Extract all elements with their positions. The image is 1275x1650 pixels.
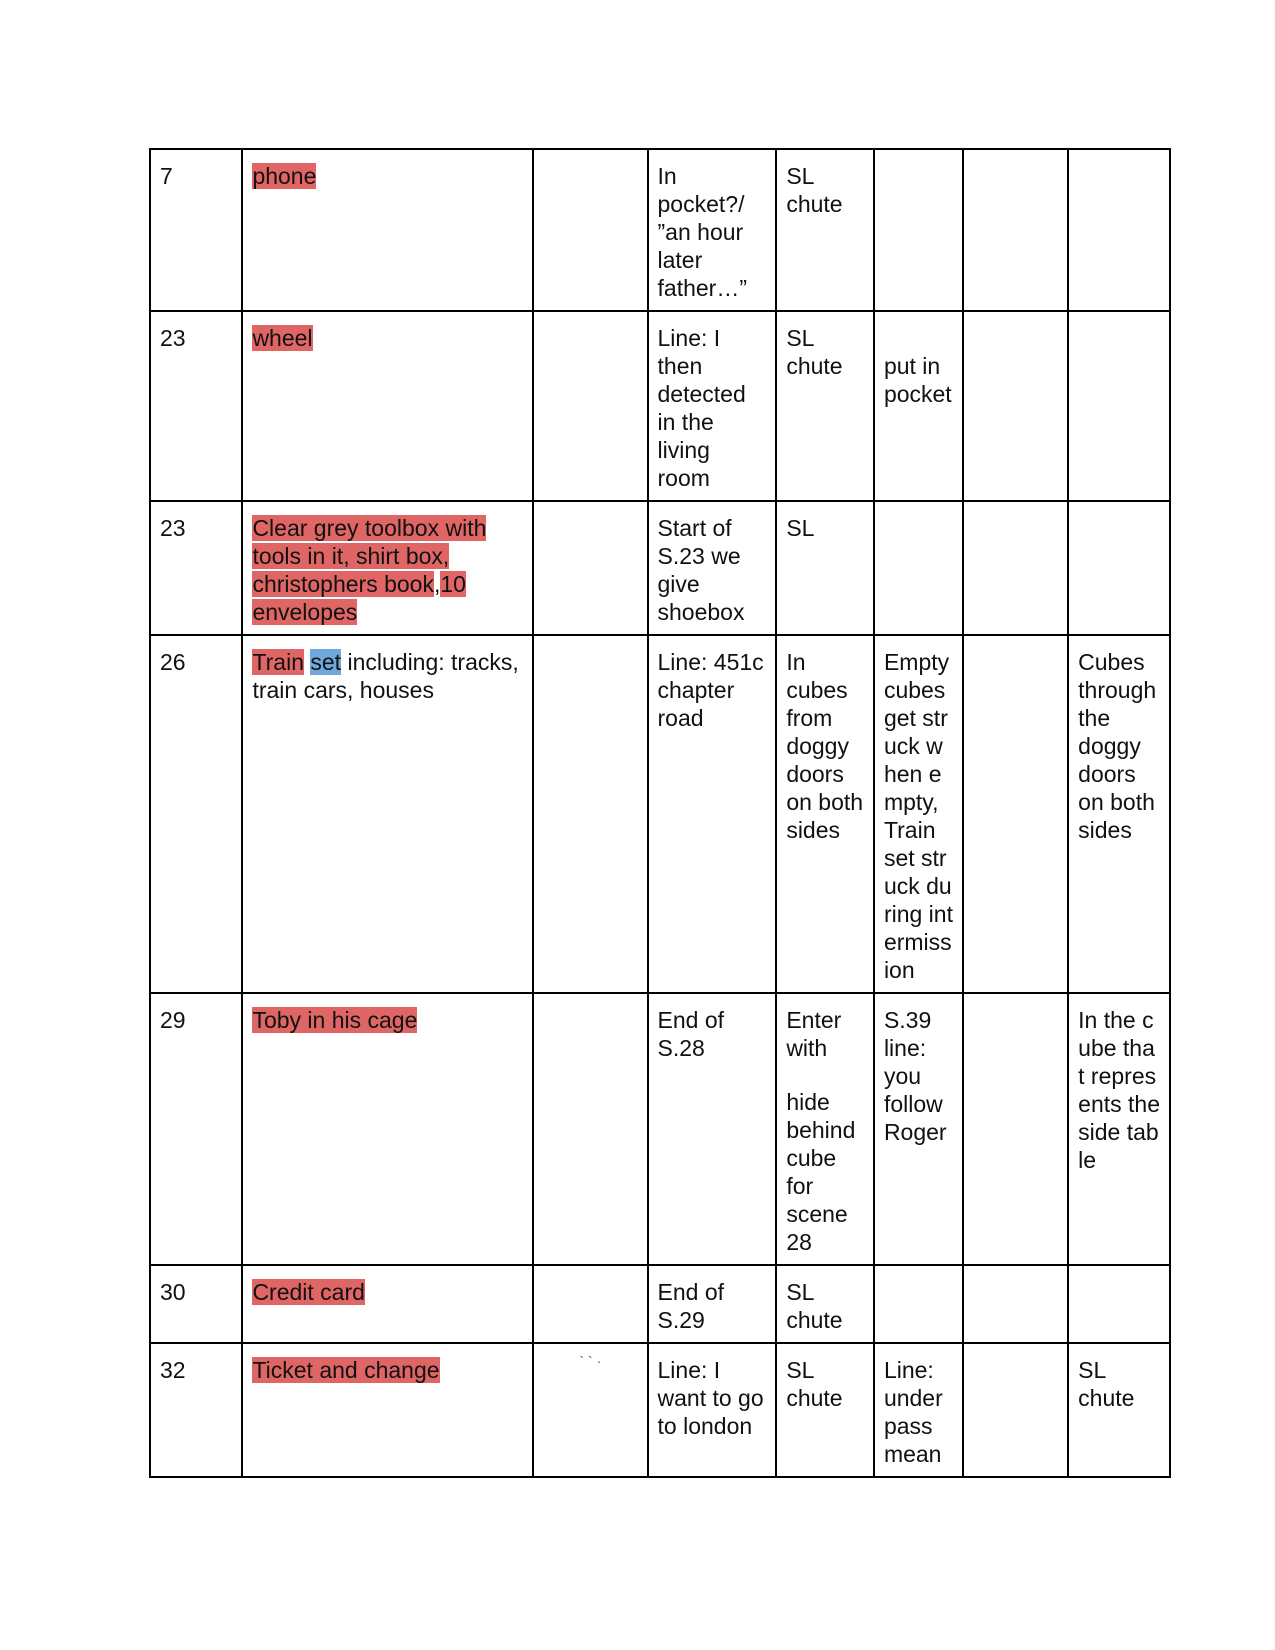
stray-mark: ` ` · bbox=[579, 1353, 602, 1369]
item-cell bbox=[242, 1265, 533, 1343]
notes-cell bbox=[963, 149, 1068, 311]
item-highlight: wheel bbox=[252, 325, 313, 351]
strike-cell bbox=[1068, 501, 1170, 635]
scene-cell: 7 bbox=[150, 149, 242, 311]
notes-cell bbox=[963, 1265, 1068, 1343]
exit-text: put in pocket bbox=[883, 353, 952, 407]
item-cell bbox=[242, 635, 533, 993]
cue-cell: In pocket?/ ”an hour later father…” bbox=[648, 149, 777, 311]
strike-cell: Cubes through the doggy doors on both sides bbox=[1068, 635, 1170, 993]
cue-cell: End of S.29 bbox=[648, 1265, 777, 1343]
strike-cell: SL chute bbox=[1068, 1343, 1170, 1477]
enter-line: Enter with bbox=[786, 1007, 842, 1061]
empty-cell bbox=[533, 311, 647, 501]
item-highlight: phone bbox=[252, 163, 317, 189]
item-highlight-blue: set bbox=[310, 649, 342, 675]
item-separator: , bbox=[433, 571, 441, 597]
enter-cell: SL bbox=[776, 501, 874, 635]
exit-cell bbox=[874, 635, 963, 993]
scene-cell: 23 bbox=[150, 311, 242, 501]
table-row bbox=[150, 635, 1170, 993]
item-highlight: Train bbox=[252, 649, 304, 675]
strike-cell bbox=[1068, 149, 1170, 311]
exit-cell bbox=[874, 501, 963, 635]
exit-cell bbox=[874, 311, 963, 501]
exit-cell: S.39 line: you follow Roger bbox=[874, 993, 963, 1265]
cue-cell: Start of S.23 we give shoebox bbox=[648, 501, 777, 635]
cue-cell: Line: I then detected in the living room bbox=[648, 311, 777, 501]
item-text: including: tracks, train cars, houses bbox=[252, 649, 519, 703]
enter-cell: SL chute bbox=[776, 149, 874, 311]
table-row bbox=[150, 149, 1170, 311]
enter-cell bbox=[776, 993, 874, 1265]
cue-cell: Line: I want to go to london bbox=[648, 1343, 777, 1477]
enter-cell: SL chute bbox=[776, 1265, 874, 1343]
item-highlight: Clear grey toolbox with tools in it, shirt box, christophers book bbox=[252, 515, 487, 597]
table-row bbox=[150, 993, 1170, 1265]
item-cell bbox=[242, 1343, 533, 1477]
empty-cell bbox=[533, 501, 647, 635]
item-cell bbox=[242, 149, 533, 311]
scene-cell: 29 bbox=[150, 993, 242, 1265]
empty-cell bbox=[533, 635, 647, 993]
table-row bbox=[150, 1265, 1170, 1343]
exit-cell bbox=[874, 1265, 963, 1343]
enter-cell: SL chute bbox=[776, 1343, 874, 1477]
notes-cell bbox=[963, 311, 1068, 501]
scene-cell: 23 bbox=[150, 501, 242, 635]
scene-cell: 26 bbox=[150, 635, 242, 993]
item-cell bbox=[242, 501, 533, 635]
strike-text: In the cube that represents the side table bbox=[1078, 1007, 1160, 1173]
props-table bbox=[149, 148, 1171, 1478]
empty-cell bbox=[533, 149, 647, 311]
item-highlight: Credit card bbox=[252, 1279, 365, 1305]
strike-cell bbox=[1068, 993, 1170, 1265]
notes-cell bbox=[963, 501, 1068, 635]
item-cell bbox=[242, 311, 533, 501]
table-row bbox=[150, 311, 1170, 501]
exit-cell: Line: under pass mean bbox=[874, 1343, 963, 1477]
table-row bbox=[150, 1343, 1170, 1477]
strike-cell bbox=[1068, 311, 1170, 501]
item-highlight: 10 envelopes bbox=[252, 571, 466, 625]
item-highlight: Ticket and change bbox=[252, 1357, 440, 1383]
mark-cell bbox=[533, 1343, 647, 1477]
empty-cell bbox=[533, 1265, 647, 1343]
strike-cell bbox=[1068, 1265, 1170, 1343]
exit-text: Empty cubes get struck when empty, Train set struck during intermission bbox=[883, 649, 953, 983]
notes-cell bbox=[963, 993, 1068, 1265]
enter-line: hide behind cube for scene 28 bbox=[786, 1089, 856, 1255]
notes-cell bbox=[963, 1343, 1068, 1477]
item-highlight: Toby in his cage bbox=[252, 1007, 418, 1033]
scene-cell: 32 bbox=[150, 1343, 242, 1477]
cue-cell: Line: 451c chapter road bbox=[648, 635, 777, 993]
cue-cell: End of S.28 bbox=[648, 993, 777, 1265]
notes-cell bbox=[963, 635, 1068, 993]
scene-cell: 30 bbox=[150, 1265, 242, 1343]
exit-cell bbox=[874, 149, 963, 311]
item-cell bbox=[242, 993, 533, 1265]
table-row bbox=[150, 501, 1170, 635]
empty-cell bbox=[533, 993, 647, 1265]
enter-cell: SL chute bbox=[776, 311, 874, 501]
enter-cell: In cubes from doggy doors on both sides bbox=[776, 635, 874, 993]
